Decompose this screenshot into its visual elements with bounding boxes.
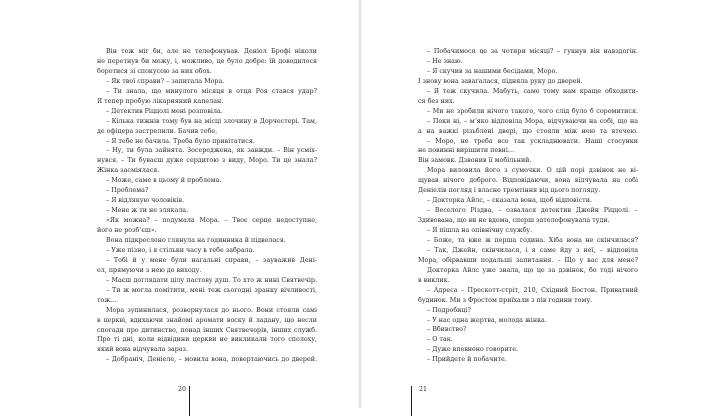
- page-number-left: 20: [178, 386, 187, 393]
- text-line: Жінка засміялася.: [97, 167, 160, 175]
- text-line: Деніелів погляд і власне тремтіння від цього погляду.: [418, 187, 601, 195]
- text-line: – Я пішла на опівнічну службу.: [427, 227, 533, 235]
- text-line: – Тобі й у мене були нагальні справи, – зауважив Дені-: [106, 256, 317, 264]
- text-line: Він теж міг би, але не телефонував. Деніел Брофі ніколи: [106, 48, 317, 55]
- text-line: який вона відчувала зараз.: [97, 346, 189, 354]
- text-line: Мора зупинилася, розвернулася до нього. Вони стояли самі: [106, 306, 317, 314]
- text-line: Мора, обірвавши подальші запитання. – Що у вас для мене?: [418, 256, 638, 264]
- text-line: – Так, Джейн, скінчилася, і я саме йду з неї, – відповіла: [427, 246, 638, 254]
- page-rule-right: [411, 386, 412, 416]
- text-line: Він замовк. Дзвонив її мобільний.: [418, 157, 532, 165]
- text-line: – Ну, ти була зайнята. Зосереджена, як завжди. – Він усміх-: [106, 147, 317, 155]
- left-page: [0, 0, 360, 408]
- text-line: – Докторка Айлс, – сказала вона, щоб відповісти.: [427, 197, 592, 205]
- text-line: його не розбʼєш».: [97, 227, 157, 235]
- text-line: – Ти знала, що минулого місяця в отця Роя стався удар?: [106, 87, 317, 95]
- text-line: – Як твої справи? – запитала Мора.: [106, 77, 225, 85]
- text-line: – Може, саме в цьому й проблема.: [106, 177, 222, 185]
- page-rule-left: [189, 386, 190, 416]
- text-line: – Прийдете й побачите.: [427, 356, 507, 364]
- text-line: – Уже пізно, і я стільки часу в тебе забрала.: [106, 246, 255, 254]
- right-page-text: [418, 47, 638, 365]
- page-number-right: 21: [419, 386, 428, 393]
- text-line: Здивована, що ви не вдома, сперш зателефонувала туди.: [418, 217, 610, 225]
- text-line: будинок. Ми з Фростом приїхали з пів години тому.: [418, 296, 593, 304]
- text-line: – Веселого Різдва, – озвалася детектив Джейн Ріццолі. –: [427, 207, 638, 215]
- text-line: – Побачимося це за чотири місяці? – гукнув він навздогін.: [427, 48, 638, 55]
- text-line: тож...: [97, 296, 117, 304]
- text-line: «Як можна? – подумала Мора. – Твоє серце недоступне,: [106, 217, 317, 225]
- text-line: не повинні вирішити певні…: [418, 147, 515, 155]
- text-line: – Кілька тижнів тому був на місці злочину в Дорчестері. Там,: [106, 117, 317, 125]
- text-line: – Я відлякую чоловіків.: [106, 197, 185, 205]
- text-line: не перетнув би межу, і, можливо, це було добре: їй доводилося: [97, 57, 317, 65]
- text-line: – Вбивство?: [427, 326, 467, 334]
- text-line: де офіцера застрелили. Бачив тебе.: [97, 127, 218, 135]
- text-line: І знову вона завагалася, підняла руку до дверей.: [418, 77, 583, 85]
- text-line: – Мене ж ти не злякала.: [106, 207, 189, 215]
- text-line: Я тепер пробую лікарняний капелан.: [97, 97, 224, 105]
- left-page-text: [97, 47, 317, 365]
- text-line: спогади про дитинство, понад інших Святвечорів, інших служб.: [97, 326, 317, 334]
- text-line: – Детектив Ріццолі мені розповіла.: [106, 107, 223, 115]
- right-page: [360, 0, 720, 408]
- text-line: – Моро, не треба все так ускладнювати. Наші стосунки: [427, 137, 638, 145]
- text-line: Вона підкреслено глянула на годинника й підвелася.: [106, 237, 286, 244]
- text-line: – Я тебе не бачила. Треба було привітатися.: [106, 137, 255, 145]
- text-line: – Я скучив за нашими бесідами, Моро.: [427, 67, 558, 75]
- text-line: – Подробиці?: [427, 306, 471, 314]
- text-line: – О так.: [427, 336, 453, 344]
- text-line: – Не знаю.: [427, 57, 463, 65]
- text-line: – Я теж скучила. Мабуть, саме тому нам краще обходити-: [427, 87, 638, 95]
- text-line: – Добраніч, Деніеле, – мовила вона, повертаючись до дверей.: [106, 356, 317, 364]
- text-line: – Боже, та вже ж перша година. Хіба вона не скінчилася?: [427, 236, 638, 244]
- text-line: Докторка Айлс уже знала, що це за дзвінок, бо тоді нічого: [427, 266, 638, 274]
- text-line: – Проблема?: [106, 187, 149, 195]
- text-line: боротися зі спокусою за них обох.: [97, 67, 212, 75]
- text-line: – Ми не зробили нічого такого, чого слід було б соромитися.: [427, 107, 638, 115]
- text-line: щував нічого доброго. Відповідаючи, вона відчувала на собі: [418, 177, 638, 185]
- text-line: – Ти ж могла помітити, мені теж сьогодні зранку вічливості,: [106, 286, 317, 294]
- text-line: – Дуже впевнено говорите.: [427, 346, 518, 354]
- text-line: ел, прямуючи з нею до виходу.: [97, 266, 202, 274]
- text-line: нувся. – Ти буваєш дуже сердитою з виду, Моро. Ти це знала?: [97, 157, 317, 165]
- text-line: – Адреса – Прескотт-стріт, 210, Східний Бостон. Приватний: [427, 286, 638, 294]
- text-line: в церкві, вдихаючи знайомі аромати воску й ладану, що несли: [97, 316, 317, 324]
- text-line: Мора виловила його з сумочки. О цій порі дзвінок не ві-: [427, 167, 638, 175]
- text-line: в виклик.: [418, 276, 450, 284]
- text-line: а на важкі різьблені двері, що стояли між нею та втечею.: [418, 127, 638, 135]
- text-line: – У нас одна жертва, молода жінка.: [427, 316, 547, 324]
- text-line: Про ті дні, коли відвідини церкви не викликали того сполоху,: [97, 336, 317, 344]
- text-line: – Поки ні, – мʼяко відповіла Мора, відчуваючи на собі, що на: [427, 117, 638, 125]
- text-line: – Маєш доглядати цілу пастову душ. То хто ж нині Святвечір.: [106, 276, 317, 284]
- text-line: ся без них.: [418, 97, 455, 105]
